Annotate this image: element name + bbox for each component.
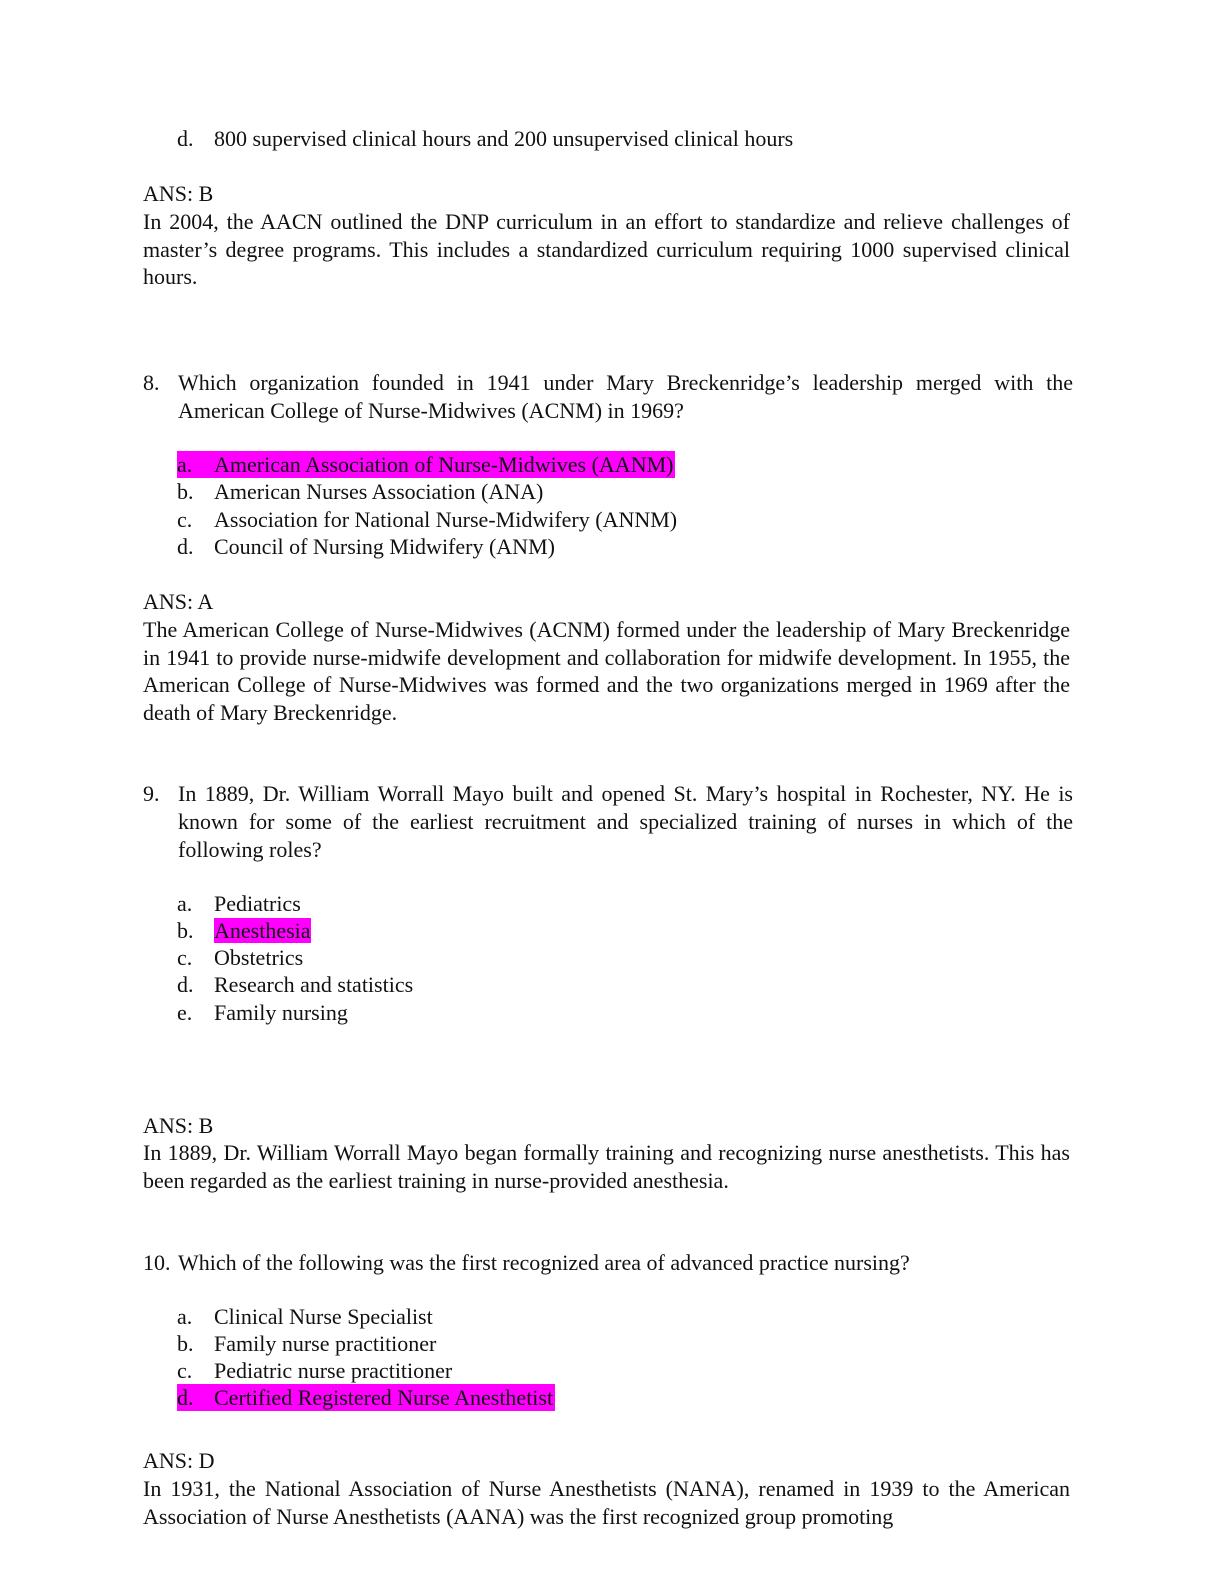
option-d — [177, 125, 793, 152]
option-letter: a. — [177, 452, 193, 477]
question-text: Which organization founded in 1941 under Mary Breckenridge’s leadership merged with the American College of Nurse-Midwives (ACNM) in 1969? — [178, 370, 1073, 423]
option-letter: a. — [177, 1304, 193, 1329]
option-letter: d. — [177, 1385, 194, 1410]
option-letter: e. — [177, 1000, 193, 1025]
option-text: Pediatric nurse practitioner — [214, 1358, 453, 1383]
question-8 — [143, 369, 1073, 425]
option-text: Pediatrics — [214, 891, 301, 916]
option-text: Obstetrics — [214, 945, 304, 970]
option-text: Clinical Nurse Specialist — [214, 1304, 433, 1329]
option-a — [177, 1303, 433, 1330]
option-letter: d. — [177, 534, 194, 559]
option-c — [177, 506, 677, 533]
option-text: American Association of Nurse-Midwives (AANM) — [214, 452, 674, 477]
option-d — [177, 533, 555, 560]
option-d — [177, 971, 413, 998]
option-text: Family nursing — [214, 1000, 348, 1025]
question-10 — [143, 1249, 1073, 1277]
option-text: Council of Nursing Midwifery (ANM) — [214, 534, 555, 559]
question-9 — [143, 780, 1073, 864]
option-b-correct — [177, 917, 311, 944]
option-letter: c. — [177, 1358, 193, 1383]
option-letter: d. — [177, 126, 194, 151]
option-letter: b. — [177, 479, 194, 504]
option-text: American Nurses Association (ANA) — [214, 479, 544, 504]
rationale-10: In 1931, the National Association of Nurse Anesthetists (NANA), renamed in 1939 to the American Association of Nurse Anesthetists (AANA) was the first recognized group promoting — [143, 1476, 1070, 1529]
question-text: In 1889, Dr. William Worrall Mayo built and opened St. Mary’s hospital in Rochester, NY. He is known for some of the earliest recruitment and specialized training of nurses in which of the following roles? — [178, 781, 1073, 862]
option-letter: b. — [177, 1331, 194, 1356]
rationale-7: In 2004, the AACN outlined the DNP curriculum in an effort to standardize and relieve challenges of master’s degree programs. This includes a standardized curriculum requiring 1000 supervised clinical hours. — [143, 209, 1070, 289]
option-c — [177, 944, 303, 971]
rationale-9: In 1889, Dr. William Worrall Mayo began formally training and recognizing nurse anesthetists. This has been regarded as the earliest training in nurse-provided anesthesia. — [143, 1140, 1070, 1193]
option-text: Certified Registered Nurse Anesthetist — [214, 1385, 554, 1410]
question-number: 8. — [143, 370, 160, 395]
answer-label-7: ANS: B — [143, 181, 214, 206]
option-letter: c. — [177, 945, 193, 970]
question-text: Which of the following was the first recognized area of advanced practice nursing? — [178, 1250, 910, 1275]
option-text: Association for National Nurse-Midwifery (ANNM) — [214, 507, 678, 532]
option-e — [177, 999, 348, 1026]
option-b — [177, 1330, 436, 1357]
option-letter: b. — [177, 918, 194, 943]
answer-label-10: ANS: D — [143, 1448, 215, 1473]
option-a-correct — [177, 451, 675, 478]
option-text: Family nurse practitioner — [214, 1331, 437, 1356]
option-letter: a. — [177, 891, 193, 916]
option-text: 800 supervised clinical hours and 200 unsupervised clinical hours — [214, 126, 794, 151]
option-a — [177, 890, 301, 917]
question-number: 9. — [143, 781, 160, 806]
option-letter: c. — [177, 507, 193, 532]
option-text: Research and statistics — [214, 972, 414, 997]
rationale-8: The American College of Nurse-Midwives (ACNM) formed under the leadership of Mary Breckenridge in 1941 to provide nurse-midwife development and collaboration for midwife development. In 1955, the American College of Nurse-Midwives was formed and the two organizations merged in 1969 after the death of Mary Breckenridge. — [143, 617, 1070, 725]
answer-label-9: ANS: B — [143, 1113, 214, 1138]
answer-label-8: ANS: A — [143, 589, 214, 614]
option-b — [177, 478, 543, 505]
option-letter: d. — [177, 972, 194, 997]
question-number: 10. — [143, 1250, 171, 1275]
option-text: Anesthesia — [214, 918, 311, 943]
option-c — [177, 1357, 452, 1384]
option-d-correct — [177, 1384, 555, 1411]
